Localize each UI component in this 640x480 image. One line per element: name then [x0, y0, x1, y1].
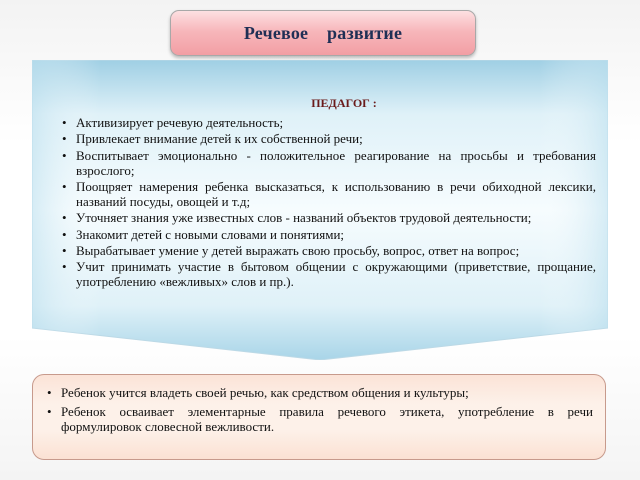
child-result-box	[32, 374, 606, 460]
list-item: • Ребенок осваивает элементарные правила речевого этикета, употребление в речи формулировок словесной вежливости.	[47, 404, 593, 435]
list-item: • Поощряет намерения ребенка высказаться, к использованию в речи обиходной лексики, названий посуды, овощей и т.д;	[62, 179, 596, 209]
teacher-heading: ПЕДАГОГ :	[311, 96, 377, 110]
child-list	[47, 385, 593, 435]
list-item: • Вырабатывает умение у детей выражать свою просьбу, вопрос, ответ на вопрос;	[62, 243, 596, 258]
list-item: • Учит принимать участие в бытовом общении с окружающими (приветствие, прощание, употреблению «вежливых» слов и пр.).	[62, 259, 596, 289]
list-item: • Активизирует речевую деятельность;	[62, 115, 596, 130]
slide-title: Речевое развитие	[243, 22, 403, 43]
list-item: • Ребенок учится владеть своей речью, как средством общения и культуры;	[47, 385, 593, 401]
teacher-content	[62, 96, 596, 290]
list-item: • Знакомит детей с новыми словами и понятиями;	[62, 227, 596, 242]
teacher-panel	[32, 60, 608, 360]
list-item: • Уточняет знания уже известных слов - названий объектов трудовой деятельности;	[62, 210, 596, 225]
list-item: • Воспитывает эмоционально - положительное реагирование на просьбы и требования взрослого;	[62, 148, 596, 178]
teacher-list	[62, 115, 596, 289]
title-box	[170, 10, 476, 56]
list-item: • Привлекает внимание детей к их собственной речи;	[62, 131, 596, 146]
